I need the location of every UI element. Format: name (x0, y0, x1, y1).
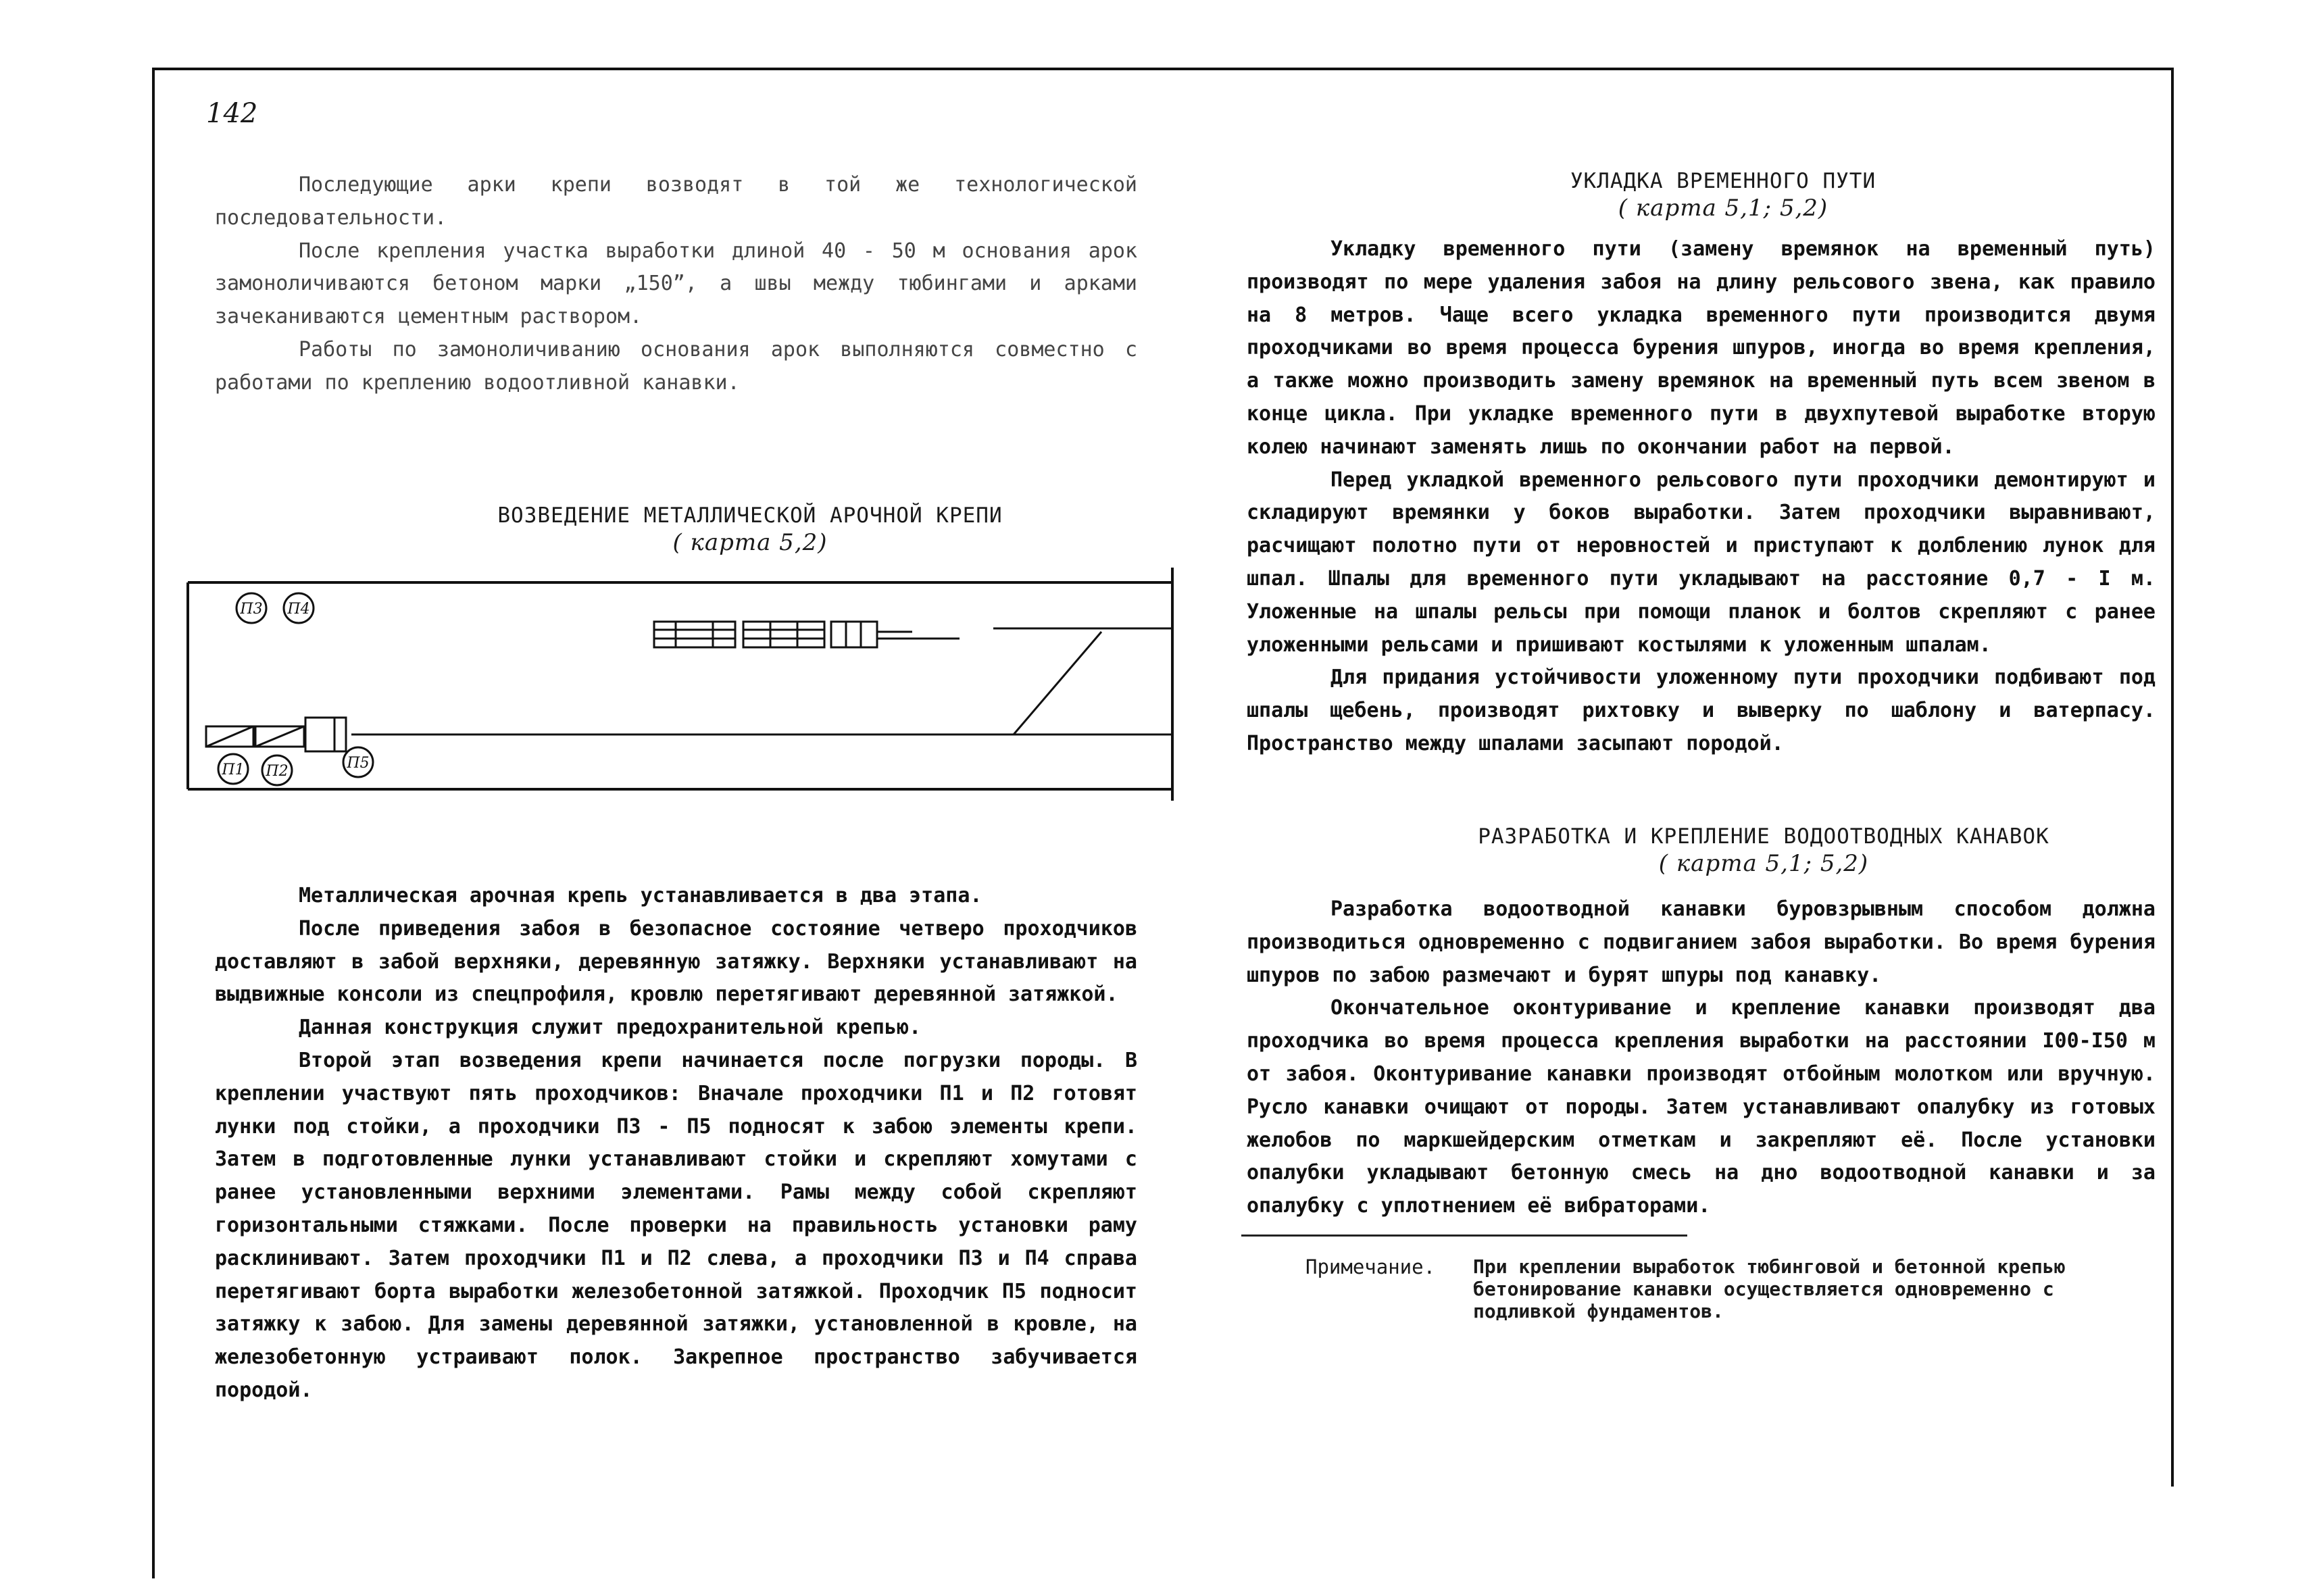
paragraph: Работы по замоноличиванию основания арок выполняются совместно с работами по креплению водоотливной канавки. (215, 337, 1137, 395)
worker-label: П3 (240, 601, 263, 618)
arch-elements (206, 718, 346, 751)
paragraph: После приведения забоя в безопасное состояние четверо проходчиков доставляют в забой верхняки, деревянную затяжку. Верхняки устанавливают на выдвижные консоли из спецпрофиля, кровлю перетягивают деревянной затяжкой. (215, 916, 1137, 1007)
worker-label: П1 (222, 762, 245, 778)
paragraph: Разработка водоотводной канавки буровзрывным способом должна производиться одновременно с подвиганием забоя выработки. Во время бурения шпуров по забою размечают и бурят шпуры под канавку. (1247, 897, 2156, 987)
heading-ref: ( карта 5,1; 5,2) (1618, 195, 1828, 222)
heading-ref: ( карта 5,2) (672, 529, 828, 556)
rail-track (351, 628, 1172, 734)
heading-title: РАЗРАБОТКА И КРЕПЛЕНИЕ ВОДООТВОДНЫХ КАНАВОК (1478, 824, 2049, 849)
paragraph: После крепления участка выработки длиной 40 - 50 м основания арок замоноличиваются бетоном марки „150”, а швы между тюбингами и арками зачеканиваются цементным раствором. (215, 239, 1137, 329)
wagons (654, 622, 960, 647)
paragraph: Окончательное оконтуривание и крепление канавки производят два проходчика во время процесса крепления выработки на расстоянии I00-I50 м от забоя. Оконтуривание канавки производят отбойным молотком или вручную. Русло канавки очищают от породы. Затем устанавливают опалубку из готовых желобов по маркшейдерским отметкам и закрепляют её. После установки опалубки укладывают бетонную смесь на дно водоотводной канавки и за опалубку с уплотнением её вибраторами. (1247, 996, 2156, 1218)
heading-title: УКЛАДКА ВРЕМЕННОГО ПУТИ (1570, 169, 1876, 193)
track-text (1247, 233, 2156, 761)
heading-ref: ( карта 5,1; 5,2) (1658, 850, 1869, 877)
note-separator (1241, 1235, 1687, 1237)
worker-label: П5 (347, 755, 370, 772)
worker-label: П2 (266, 763, 289, 780)
paragraph: Перед укладкой временного рельсового пути проходчики демонтируют и складируют времянки у боков выработки. Затем проходчики выравнивают, расчищают полотно пути от неровностей и приступают к долблению лунок для шпал. Шпалы для временного пути укладывают на расстояние 0,7 - I м. Уложенные на шпалы рельсы при помощи планок и болтов скрепляют с ранее уложенными рельсами и пришивают костылями к уложенным шпалам. (1247, 468, 2156, 657)
worker-label: П4 (287, 601, 310, 618)
arch-support-text (215, 880, 1137, 1407)
section-heading-ditch (1453, 824, 2074, 877)
paragraph: Последующие арки крепи возводят в той же технологической последовательности. (215, 173, 1137, 230)
page-number: 142 (206, 98, 258, 129)
tunnel-outline (188, 568, 1172, 801)
paragraph: Для придания устойчивости уложенному пути проходчики подбивают под шпалы щебень, производят рихтовку и выверку по шаблону и ватерпасу. Пространство между шпалами засыпают породой. (1247, 666, 2156, 755)
ditch-text (1247, 893, 2156, 1223)
note-text: При креплении выработок тюбинговой и бетонной крепью бетонирование канавки осуществляется одновременно с подливкой фундаментов. (1473, 1255, 2066, 1322)
paragraph: Данная конструкция служит предохранительной крепью. (299, 1016, 922, 1040)
paragraph: Укладку временного пути (замену времянок на временный путь) производят по мере удаления забоя на длину рельсового звена, как правило на 8 метров. Чаще всего укладка временного пути производится двумя проходчиками во время процесса бурения шпуров, иногда во время крепления, а также можно производить замену времянок на временный путь всем звеном в конце цикла. При укладке временного пути в двухпутевой выработке вторую колею начинают заменять лишь по окончании работ на первой. (1247, 237, 2156, 459)
section-heading-track (1507, 169, 1939, 222)
heading-title: ВОЗВЕДЕНИЕ МЕТАЛЛИЧЕСКОЙ АРОЧНОЙ КРЕПИ (497, 503, 1003, 528)
paragraph: Второй этап возведения крепи начинается после погрузки породы. В креплении участвуют пять проходчиков: Вначале проходчики П1 и П2 готовят лунки под стойки, а проходчики П3 - П5 подносят к забою элементы крепи. Затем в подготовленные лунки устанавливают стойки и скрепляют хомутами с ранее установленными верхними элементами. Рамы между собой скрепляют горизонтальными стяжками. После проверки на правильность установки раму расклинивают. Затем проходчики П1 и П2 слева, а проходчики П3 и П4 справа перетягивают борта выработки железобетонной затяжкой. Проходчик П5 подносит затяжку к забою. Для замены деревянной затяжки, установленной в кровле, на железобетонную устраивают полок. Закрепное пространство забучивается породой. (215, 1048, 1137, 1402)
paragraph: Металлическая арочная крепь устанавливается в два этапа. (299, 884, 982, 907)
note-label: Примечание. (1305, 1255, 1436, 1278)
